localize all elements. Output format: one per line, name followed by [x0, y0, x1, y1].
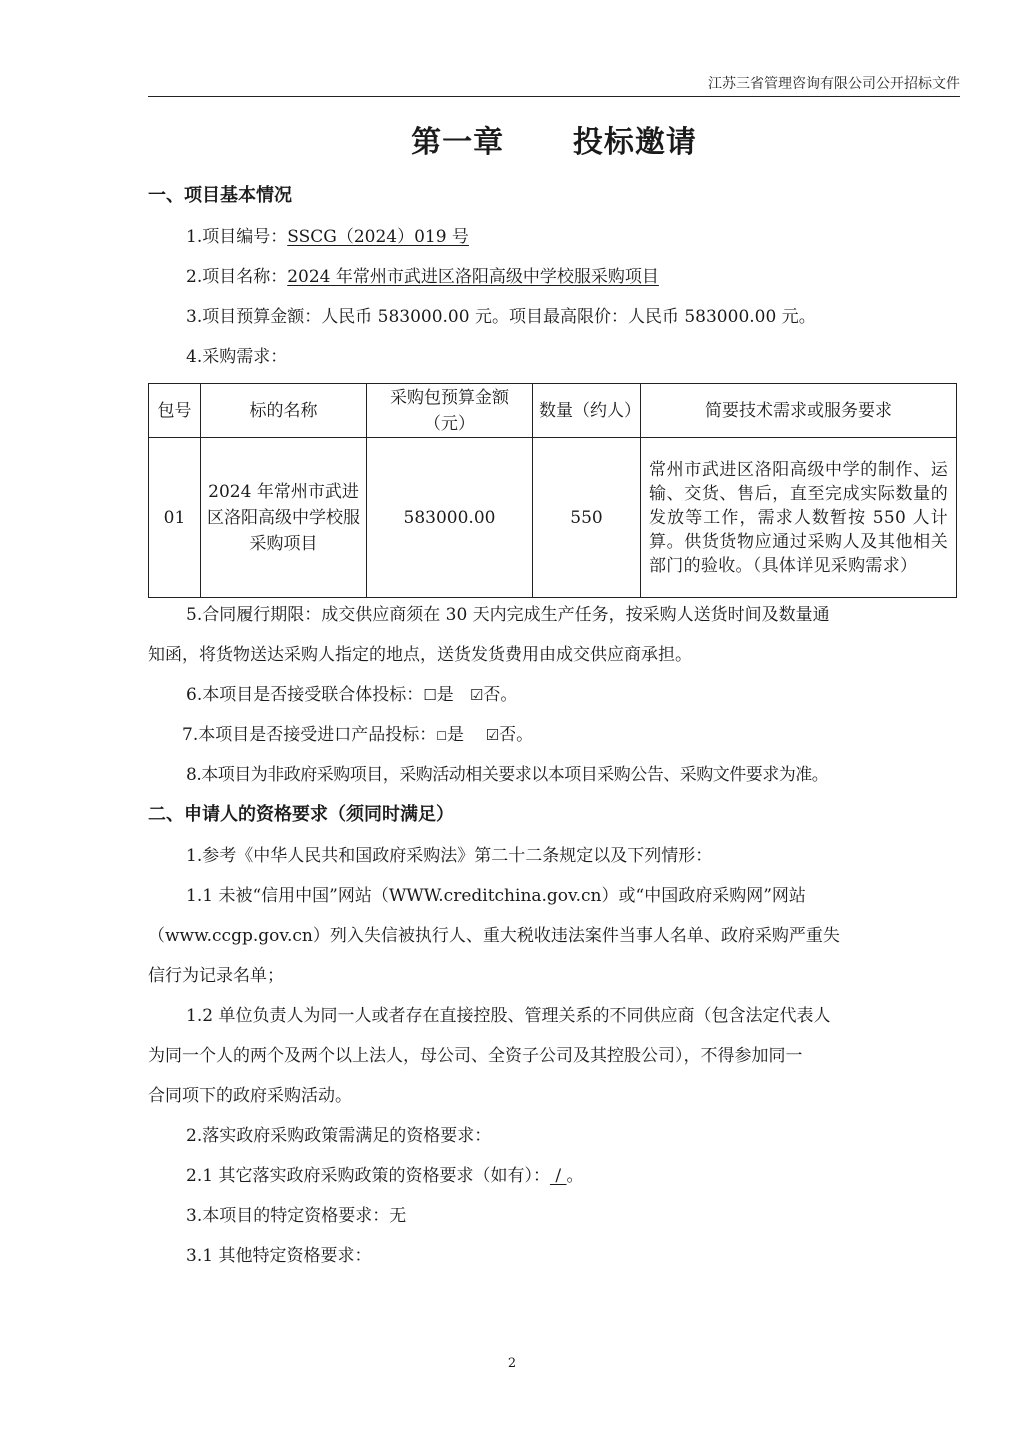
page-number: 2 — [507, 1356, 517, 1371]
section2-heading: 二、申请人的资格要求（须同时满足） — [148, 804, 454, 825]
table-header-row — [149, 384, 957, 438]
qualification-1-2-line1: 1.2 单位负责人为同一人或者存在直接控股、管理关系的不同供应商（包含法定代表人 — [186, 1006, 831, 1026]
qualification-1: 1.参考《中华人民共和国政府采购法》第二十二条规定以及下列情形： — [186, 846, 713, 866]
import-no: 否。 — [499, 725, 534, 745]
qualification-2: 2.落实政府采购政策需满足的资格要求： — [186, 1126, 492, 1146]
unchecked-box-icon: ☐ — [436, 729, 447, 743]
checked-box-icon: ☑ — [469, 686, 484, 704]
section1-heading: 一、项目基本情况 — [148, 185, 292, 206]
procurement-table — [148, 383, 957, 598]
project-name — [186, 264, 659, 290]
consortium-bid — [186, 682, 517, 708]
procurement-needs-label: 4.采购需求： — [186, 347, 288, 367]
chapter-title: 第一章 投标邀请 — [411, 125, 697, 160]
qualification-1-1-line3: 信行为记录名单； — [148, 966, 284, 986]
cell-requirements: 常州市武进区洛阳高级中学的制作、运输、交货、售后，直至完成实际数量的发放等工作，需求人数暂按 550 人计算。供货货物应通过采购人及其他相关部门的验收。（具体详见采购需求） — [641, 438, 957, 598]
consortium-label: 6.本项目是否接受联合体投标： — [186, 685, 424, 705]
contract-period-line1: 5.合同履行期限：成交供应商须在 30 天内完成生产任务，按采购人送货时间及数量通 — [186, 605, 830, 625]
cell-quantity: 550 — [533, 438, 641, 598]
contract-period-line2: 知函，将货物送达采购人指定的地点，送货发货费用由成交供应商承担。 — [148, 645, 692, 665]
qualification-2-1-value: / — [549, 1166, 567, 1186]
project-name-label: 2.项目名称： — [186, 267, 288, 287]
col-header-name: 标的名称 — [201, 384, 367, 438]
project-budget: 3.项目预算金额：人民币 583000.00 元。项目最高限价：人民币 583000.00 元。 — [186, 307, 816, 327]
document-header: 江苏三省管理咨询有限公司公开招标文件 — [708, 76, 960, 92]
qualification-3-1: 3.1 其他特定资格要求： — [186, 1246, 372, 1266]
header-divider — [148, 96, 960, 97]
table-row — [149, 438, 957, 598]
cell-budget: 583000.00 — [367, 438, 533, 598]
import-products — [182, 722, 533, 749]
col-header-budget: 采购包预算金额（元） — [367, 384, 533, 438]
project-number — [186, 224, 469, 250]
qualification-2-1-end: 。 — [566, 1166, 584, 1186]
qualification-3: 3.本项目的特定资格要求：无 — [186, 1206, 407, 1226]
project-number-label: 1.项目编号： — [186, 227, 288, 247]
qualification-1-2-line3: 合同项下的政府采购活动。 — [148, 1086, 352, 1106]
import-label: 7.本项目是否接受进口产品投标： — [182, 725, 437, 745]
project-name-value: 2024 年常州市武进区洛阳高级中学校服采购项目 — [287, 267, 659, 287]
col-header-requirements: 简要技术需求或服务要求 — [641, 384, 957, 438]
qualification-1-1-line1: 1.1 未被“信用中国”网站（WWW.creditchina.gov.cn）或“中国政府采购网”网站 — [186, 886, 806, 906]
consortium-no: 否。 — [483, 685, 518, 705]
qualification-1-1-line2: （www.ccgp.gov.cn）列入失信被执行人、重大税收违法案件当事人名单、政府采购严重失 — [148, 926, 840, 946]
import-yes: 是 — [447, 725, 464, 745]
qualification-1-2-line2: 为同一个人的两个及两个以上法人，母公司、全资子公司及其控股公司），不得参加同一 — [148, 1046, 803, 1066]
cell-package: 01 — [149, 438, 201, 598]
consortium-yes: 是 — [436, 685, 454, 705]
unchecked-box-icon: ☐ — [423, 686, 437, 704]
col-header-quantity: 数量（约人） — [533, 384, 641, 438]
checked-box-icon: ☑ — [485, 726, 500, 744]
col-header-package: 包号 — [149, 384, 201, 438]
non-government-note: 8.本项目为非政府采购项目，采购活动相关要求以本项目采购公告、采购文件要求为准。 — [186, 765, 829, 785]
project-number-value: SSCG（2024）019 号 — [287, 227, 469, 247]
cell-item-name: 2024 年常州市武进区洛阳高级中学校服采购项目 — [201, 438, 367, 598]
qualification-2-1 — [186, 1163, 584, 1189]
qualification-2-1-label: 2.1 其它落实政府采购政策的资格要求（如有）： — [186, 1166, 550, 1186]
